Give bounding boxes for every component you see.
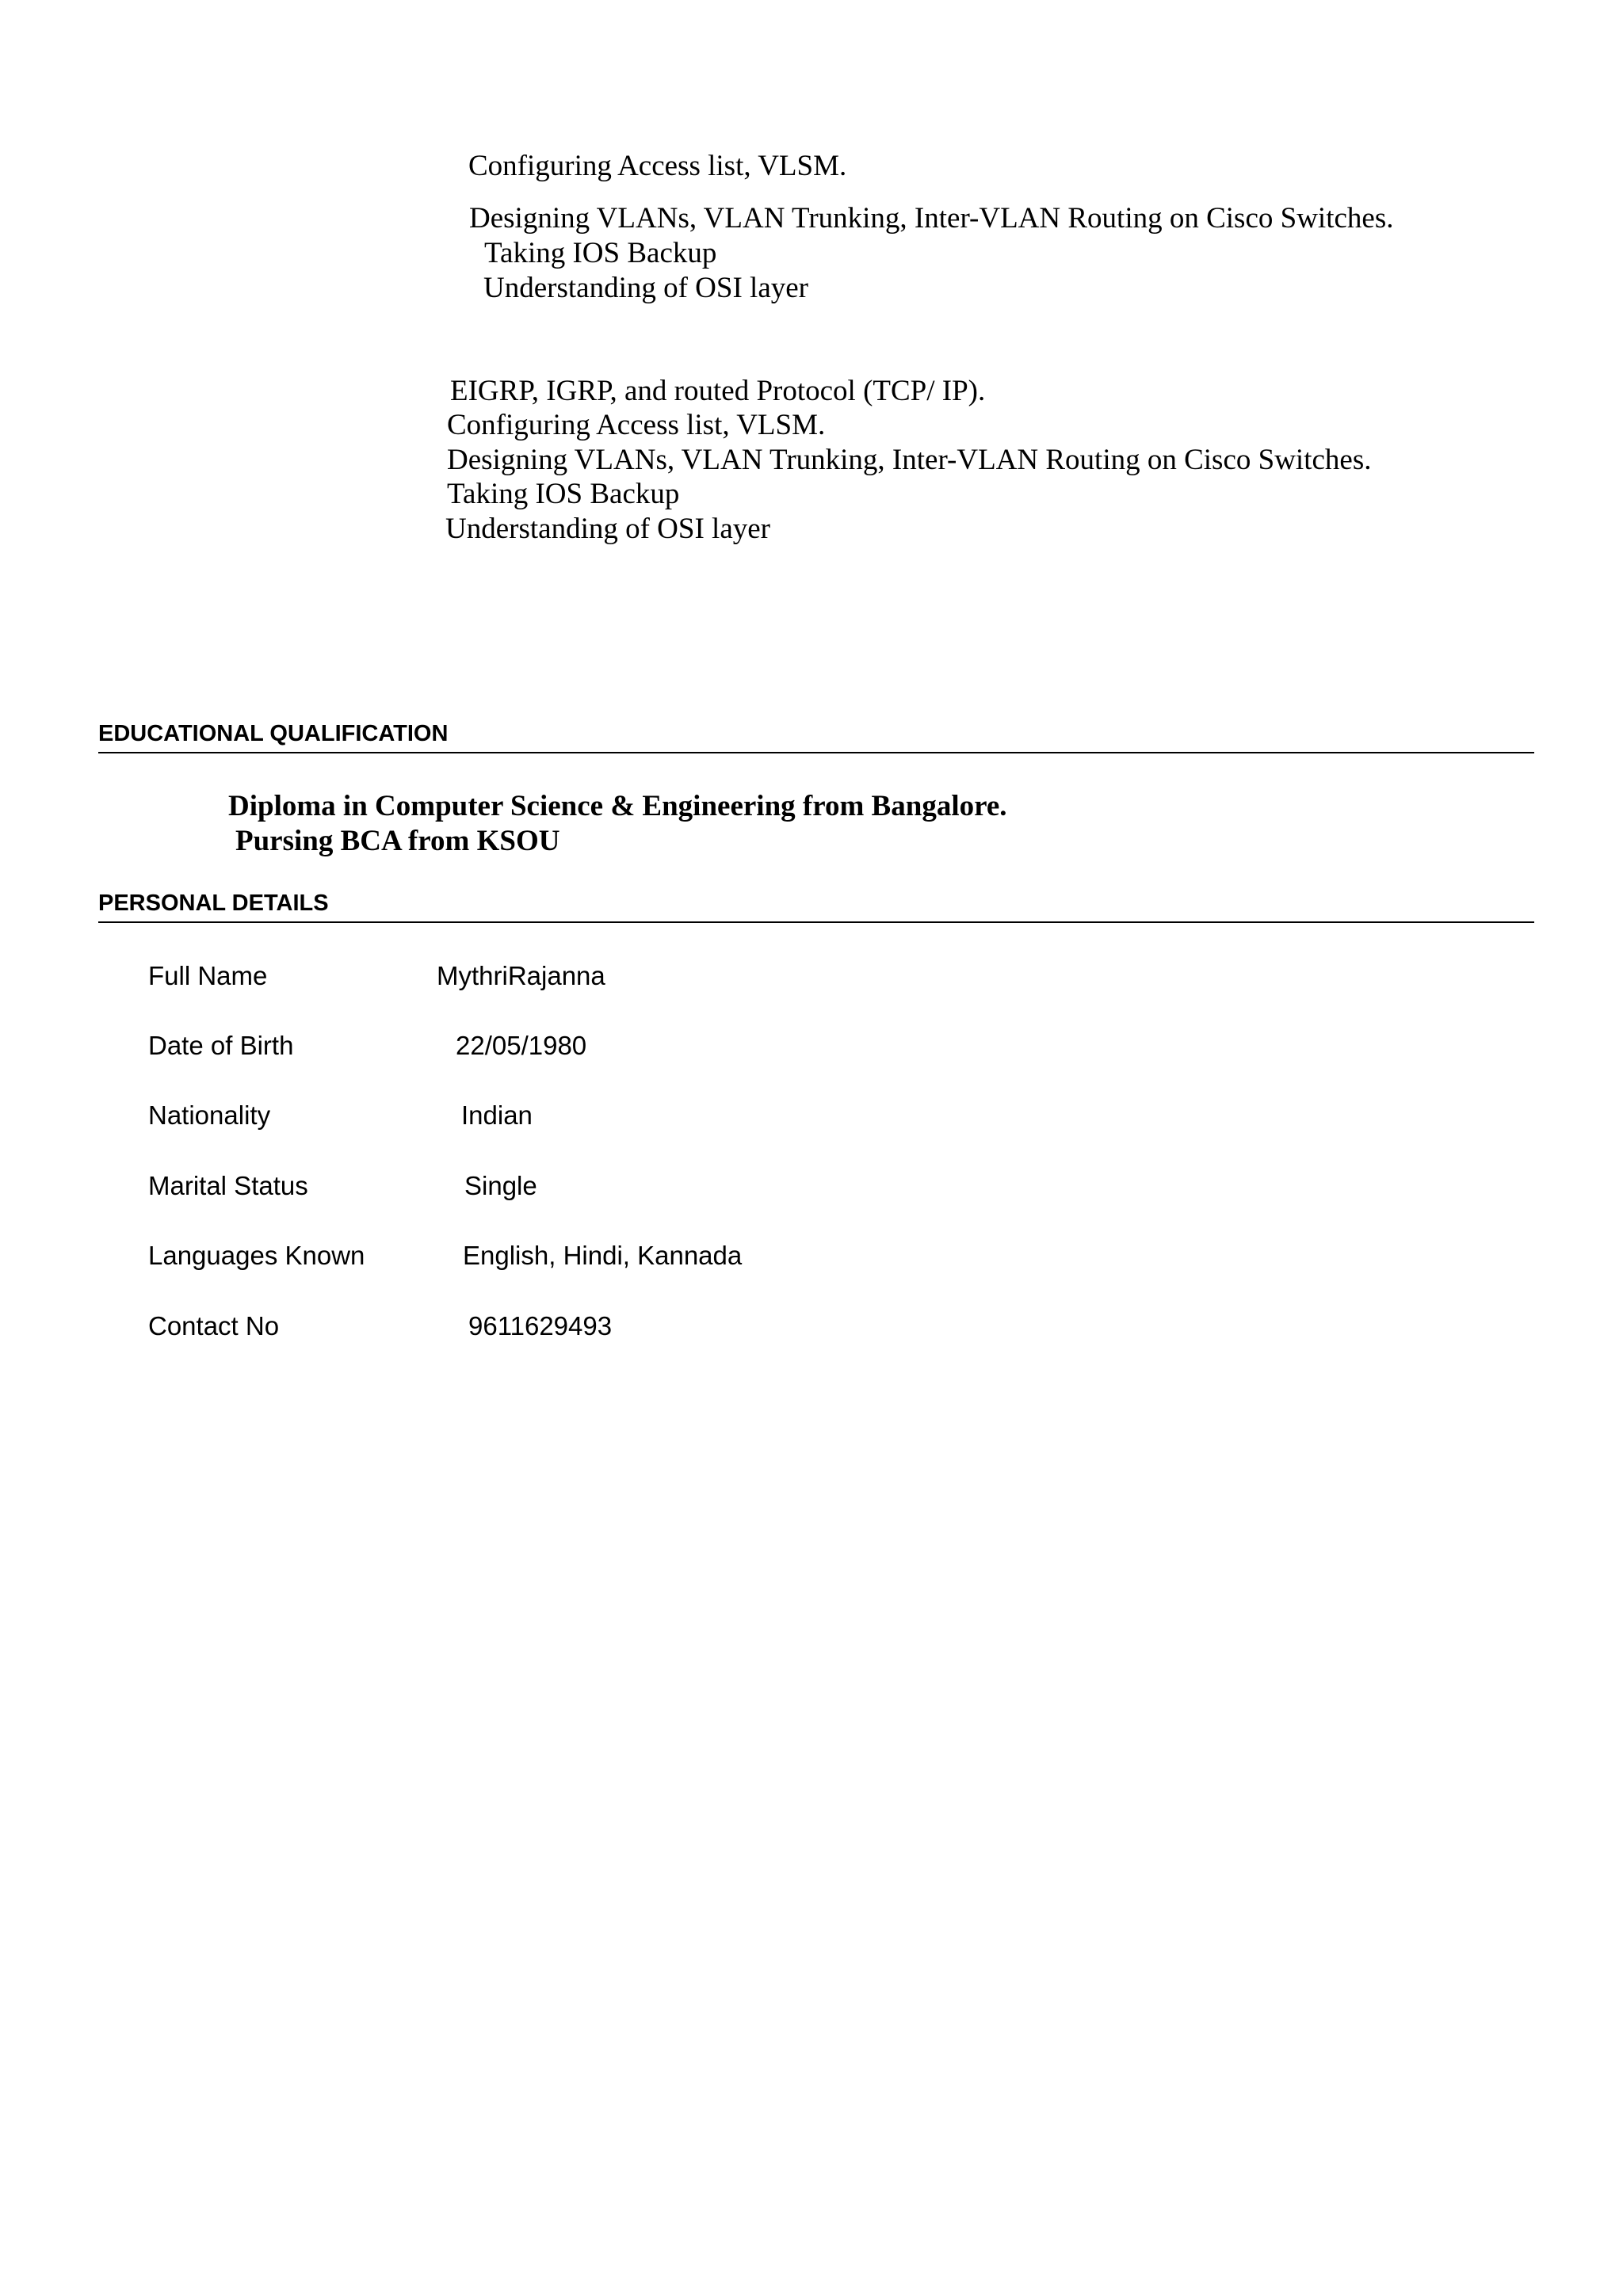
- marital-status-label: Marital Status: [148, 1171, 308, 1200]
- nationality-value: Indian: [461, 1100, 533, 1130]
- contact-no-label: Contact No: [148, 1311, 280, 1341]
- marital-status-value: Single: [464, 1171, 537, 1200]
- skill-line: Designing VLANs, VLAN Trunking, Inter-VLAN Routing on Cisco Switches.: [447, 444, 1372, 476]
- full-name-label: Full Name: [148, 961, 268, 990]
- languages-known-label: Languages Known: [148, 1241, 365, 1270]
- skill-line: Understanding of OSI layer: [483, 272, 808, 304]
- education-item: Diploma in Computer Science & Engineering from Bangalore.: [228, 790, 1007, 822]
- personal-heading: PERSONAL DETAILS: [98, 891, 329, 916]
- skill-line: Configuring Access list, VLSM.: [468, 150, 847, 182]
- date-of-birth-value: 22/05/1980: [456, 1031, 587, 1060]
- education-divider: [98, 752, 1534, 753]
- skill-line: EIGRP, IGRP, and routed Protocol (TCP/ IP).: [450, 375, 986, 407]
- contact-no-value: 9611629493: [468, 1311, 613, 1341]
- skill-line: Understanding of OSI layer: [445, 513, 770, 545]
- skill-line: Configuring Access list, VLSM.: [447, 409, 826, 441]
- skill-line: Taking IOS Backup: [447, 478, 680, 510]
- date-of-birth-label: Date of Birth: [148, 1031, 294, 1060]
- skill-line: Designing VLANs, VLAN Trunking, Inter-VLAN Routing on Cisco Switches.: [469, 202, 1394, 235]
- education-item: Pursing BCA from KSOU: [235, 825, 560, 857]
- languages-known-value: English, Hindi, Kannada: [463, 1241, 743, 1270]
- skill-line: Taking IOS Backup: [484, 237, 717, 269]
- personal-divider: [98, 921, 1534, 923]
- nationality-label: Nationality: [148, 1100, 271, 1130]
- education-heading: EDUCATIONAL QUALIFICATION: [98, 721, 449, 746]
- full-name-value: MythriRajanna: [437, 961, 605, 990]
